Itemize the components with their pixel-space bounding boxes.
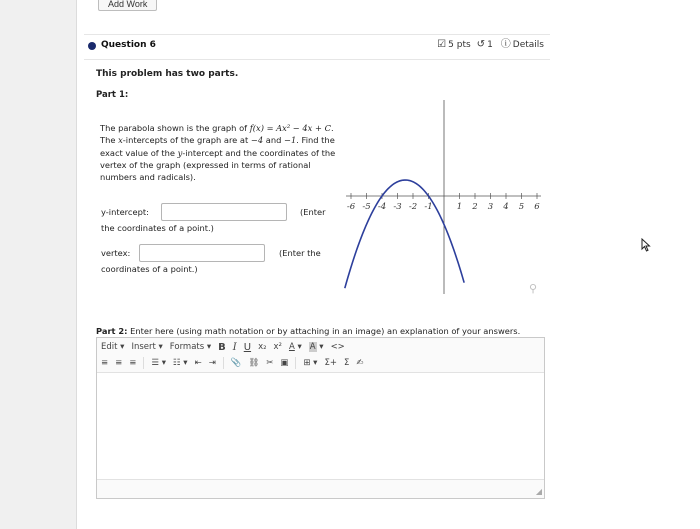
root-2: −1 (284, 135, 297, 146)
question-header (84, 34, 550, 60)
question-title: Question 6 (101, 40, 156, 50)
question-meta (437, 40, 544, 50)
attach-icon[interactable]: 📎 (230, 358, 242, 368)
x-tick-label: -6 (346, 202, 356, 212)
vertex-label: vertex: (101, 248, 131, 258)
x-tick-label: 3 (487, 202, 494, 212)
parabola-graph (340, 96, 545, 296)
editor-content-area[interactable] (97, 373, 544, 481)
left-sidebar (0, 0, 77, 529)
add-work-button[interactable]: Add Work (98, 0, 157, 11)
math-sum-button[interactable]: Σ (343, 358, 350, 368)
bold-button[interactable]: B (218, 341, 226, 353)
x-tick-label: -4 (377, 202, 387, 212)
table-icon[interactable]: ⊞ ▾ (303, 358, 318, 368)
x-tick-label: -2 (408, 202, 418, 212)
problem-text: The parabola shown is the graph of f(x) = Ax² − 4x + C. The x-intercepts of the graph are at −4 and −1. Find the exact value of the y-intercept and the coordinates of the vertex of the graph (expressed in terms of rational numbers and radicals). (100, 123, 336, 183)
y-intercept-hint-cont: the coordinates of a point.) (101, 223, 214, 233)
handwriting-icon[interactable]: ✍ (356, 358, 364, 368)
insert-menu[interactable]: Insert ▾ (131, 342, 163, 352)
points-label: 5 pts (448, 40, 471, 50)
x-tick-label: 2 (472, 202, 478, 212)
edit-menu[interactable]: Edit ▾ (101, 342, 125, 352)
y-intercept-hint: (Enter (300, 207, 326, 217)
part2-prompt (96, 326, 520, 336)
numbered-list-icon[interactable]: ☷ ▾ (172, 358, 188, 368)
unlink-icon[interactable]: ✂ (266, 358, 274, 368)
x-tick-label: 5 (518, 202, 525, 212)
align-center-icon[interactable]: ≡ (115, 358, 123, 368)
x-tick-label: -5 (362, 202, 371, 212)
x-tick-label: 6 (534, 202, 540, 212)
align-right-icon[interactable]: ≡ (129, 358, 137, 368)
root-1: −4 (250, 135, 264, 146)
font-color-button[interactable]: A ▾ (288, 342, 302, 352)
vertex-hint: (Enter the (279, 248, 321, 258)
code-button[interactable]: <> (330, 342, 345, 352)
mouse-cursor-icon (641, 238, 651, 252)
zoom-icon[interactable]: ⚲ (529, 282, 538, 295)
toolbar-row-2 (101, 355, 363, 371)
editor-toolbar (97, 338, 544, 373)
y-intercept-input[interactable] (161, 203, 287, 221)
resize-handle-icon[interactable]: ◢ (535, 487, 542, 496)
y-intercept-label: y-intercept: (101, 207, 149, 217)
attempts-count: 1 (487, 40, 493, 50)
formats-menu[interactable]: Formats ▾ (169, 342, 212, 352)
toolbar-divider (223, 357, 224, 369)
indent-icon[interactable]: ⇥ (208, 358, 216, 368)
x-tick-label: -1 (424, 202, 433, 212)
x-tick-label: 1 (456, 202, 463, 212)
link-icon[interactable]: ⛓ (248, 358, 260, 368)
x-tick-label: 4 (503, 202, 509, 212)
image-icon[interactable]: ▣ (280, 358, 289, 368)
toolbar-row-1 (101, 339, 345, 355)
part2-heading: Part 2: (96, 326, 128, 336)
checkbox-icon: ☑ (437, 39, 447, 50)
vertex-input[interactable] (139, 244, 265, 262)
outdent-icon[interactable]: ⇤ (194, 358, 202, 368)
graph-axes (346, 100, 541, 294)
toolbar-divider (295, 357, 296, 369)
align-left-icon[interactable]: ≡ (101, 358, 109, 368)
italic-button[interactable]: I (232, 341, 237, 353)
math-sum-plus-button[interactable]: Σ+ (324, 358, 337, 368)
part1-heading: Part 1: (96, 90, 129, 100)
retry-icon[interactable]: ↺ (476, 39, 486, 50)
details-link[interactable]: Details (512, 40, 544, 50)
bullet-list-icon[interactable]: ☰ ▾ (151, 358, 166, 368)
x-tick-label: -3 (393, 202, 402, 212)
underline-button[interactable]: U (243, 341, 252, 353)
part2-text: Enter here (using math notation or by attaching in an image) an explanation of your answers. (130, 326, 521, 336)
toolbar-divider (143, 357, 144, 369)
superscript-button[interactable]: x² (273, 342, 282, 352)
function-expression: f(x) = Ax² − 4x + C (249, 123, 331, 133)
info-icon[interactable]: ⓘ (500, 39, 511, 50)
question-status-dot (88, 42, 96, 50)
rich-text-editor (96, 337, 545, 499)
bg-color-button[interactable]: A ▾ (309, 342, 324, 352)
subscript-button[interactable]: x₂ (258, 342, 267, 352)
vertex-hint-cont: coordinates of a point.) (101, 264, 198, 274)
intro-text: This problem has two parts. (96, 69, 239, 79)
editor-status-bar (97, 479, 544, 498)
